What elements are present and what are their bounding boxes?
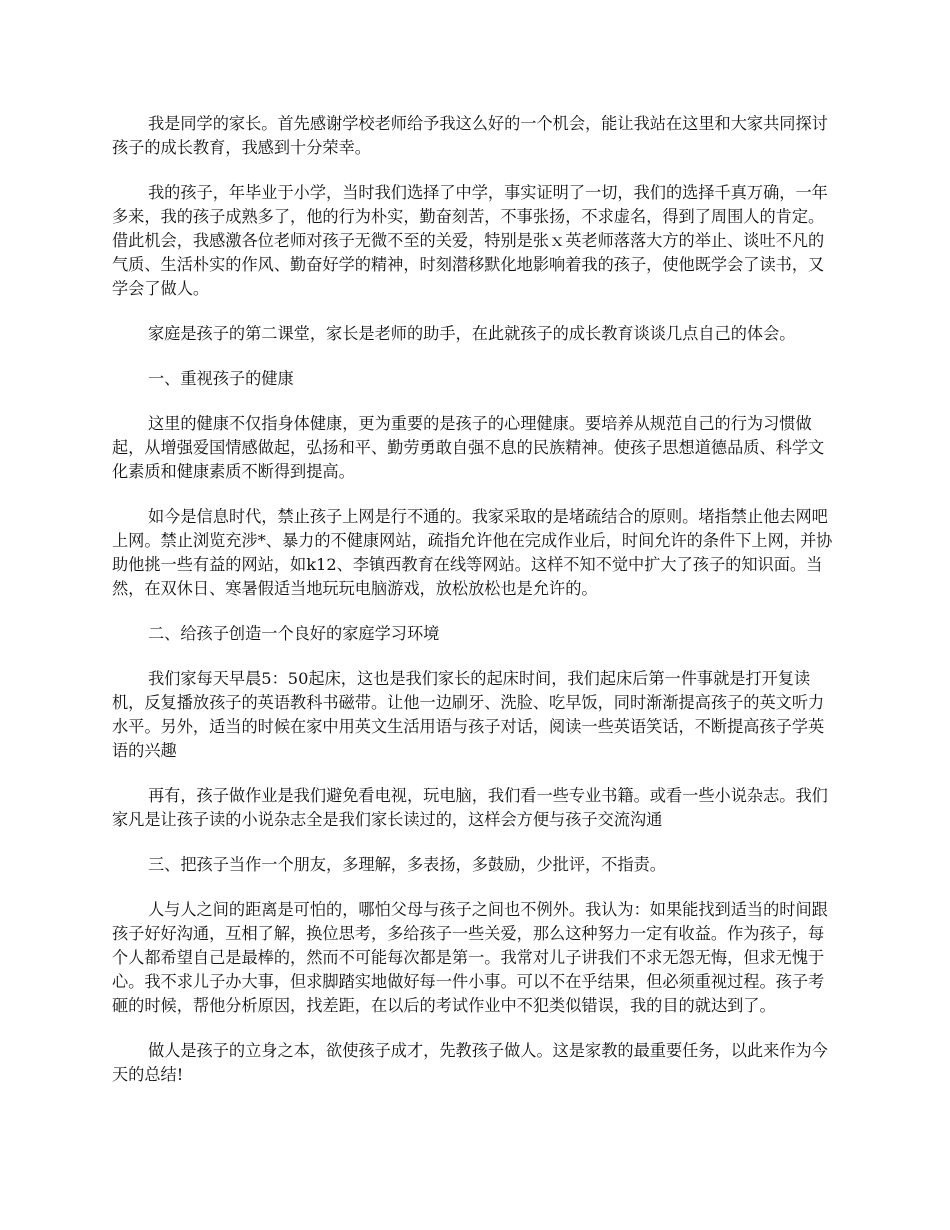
- morning-routine-paragraph: 我们家每天早晨5：50起床，这也是我们家长的起床时间，我们起床后第一件事就是打开复读机，反复播放孩子的英语教科书磁带。让他一边刷牙、洗脸、吃早饭，同时渐渐提高孩子的英文听力水平。另外，适当的时候在家中用英文生活用语与孩子对话，阅读一些英语笑话，不断提高孩子学英语的兴趣: [112, 669, 825, 760]
- internet-paragraph: 如今是信息时代，禁止孩子上网是行不通的。我家采取的是堵疏结合的原则。堵指禁止他去网吧上网。禁止浏览充涉*、暴力的不健康网站，疏指允许他在完成作业后，时间允许的条件下上网，并协助他挑一些有益的网站，如k12、李镇西教育在线等网站。这样不知不觉中扩大了孩子的知识面。当然，在双休日、寒暑假适当地玩玩电脑游戏，放松放松也是允许的。: [112, 507, 833, 598]
- section-heading-environment: 二、给孩子创造一个良好的家庭学习环境: [148, 624, 440, 643]
- homework-paragraph: 再有，孩子做作业是我们避免看电视，玩电脑，我们看一些专业书籍。或看一些小说杂志。我们家凡是让孩子读的小说杂志全是我们家长读过的，这样会方便与孩子交流沟通: [112, 786, 828, 829]
- conclusion-paragraph: 做人是孩子的立身之本，欲使孩子成才，先教孩子做人。这是家教的最重要任务，以此来作为今天的总结!: [112, 1041, 828, 1084]
- child-background-paragraph: 我的孩子，年毕业于小学，当时我们选择了中学，事实证明了一切，我们的选择千真万确，一年多来，我的孩子成熟多了，他的行为朴实，勤奋刻苦，不事张扬，不求虚名，得到了周围人的肯定。借此机会，我感激各位老师对孩子无微不至的关爱，特别是张ｘ英老师落落大方的举止、谈吐不凡的气质、生活朴实的作风、勤奋好学的精神，时刻潜移默化地影响着我的孩子，使他既学会了读书，又学会了做人。: [112, 183, 828, 298]
- intro-paragraph: 我是同学的家长。首先感谢学校老师给予我这么好的一个机会，能让我站在这里和大家共同探讨孩子的成长教育，我感到十分荣幸。: [112, 114, 828, 157]
- section-heading-health: 一、重视孩子的健康: [148, 369, 294, 388]
- family-classroom-paragraph: 家庭是孩子的第二课堂，家长是老师的助手，在此就孩子的成长教育谈谈几点自己的体会。: [148, 324, 796, 343]
- communication-paragraph: 人与人之间的距离是可怕的，哪怕父母与孩子之间也不例外。我认为：如果能找到适当的时间跟孩子好好沟通，互相了解，换位思考，多给孩子一些关爱，那么这种努力一定有收益。作为孩子，每个人都希望自己是最棒的，然而不可能每次都是第一。我常对儿子讲我们不求无怨无悔，但求无愧于心。我不求儿子办大事，但求脚踏实地做好每一件小事。可以不在乎结果，但必须重视过程。孩子考砸的时候，帮他分析原因，找差距，在以后的考试作业中不犯类似错误，我的目的就达到了。: [112, 900, 828, 1015]
- health-paragraph: 这里的健康不仅指身体健康，更为重要的是孩子的心理健康。要培养从规范自己的行为习惯做起，从增强爱国情感做起，弘扬和平、勤劳勇敢自强不息的民族精神。使孩子思想道德品质、科学文化素质和健康素质不断得到提高。: [112, 414, 825, 481]
- section-heading-friend: 三、把孩子当作一个朋友，多理解，多表扬，多鼓励，少批评，不指责。: [148, 855, 666, 874]
- document-body: [112, 112, 840, 1108]
